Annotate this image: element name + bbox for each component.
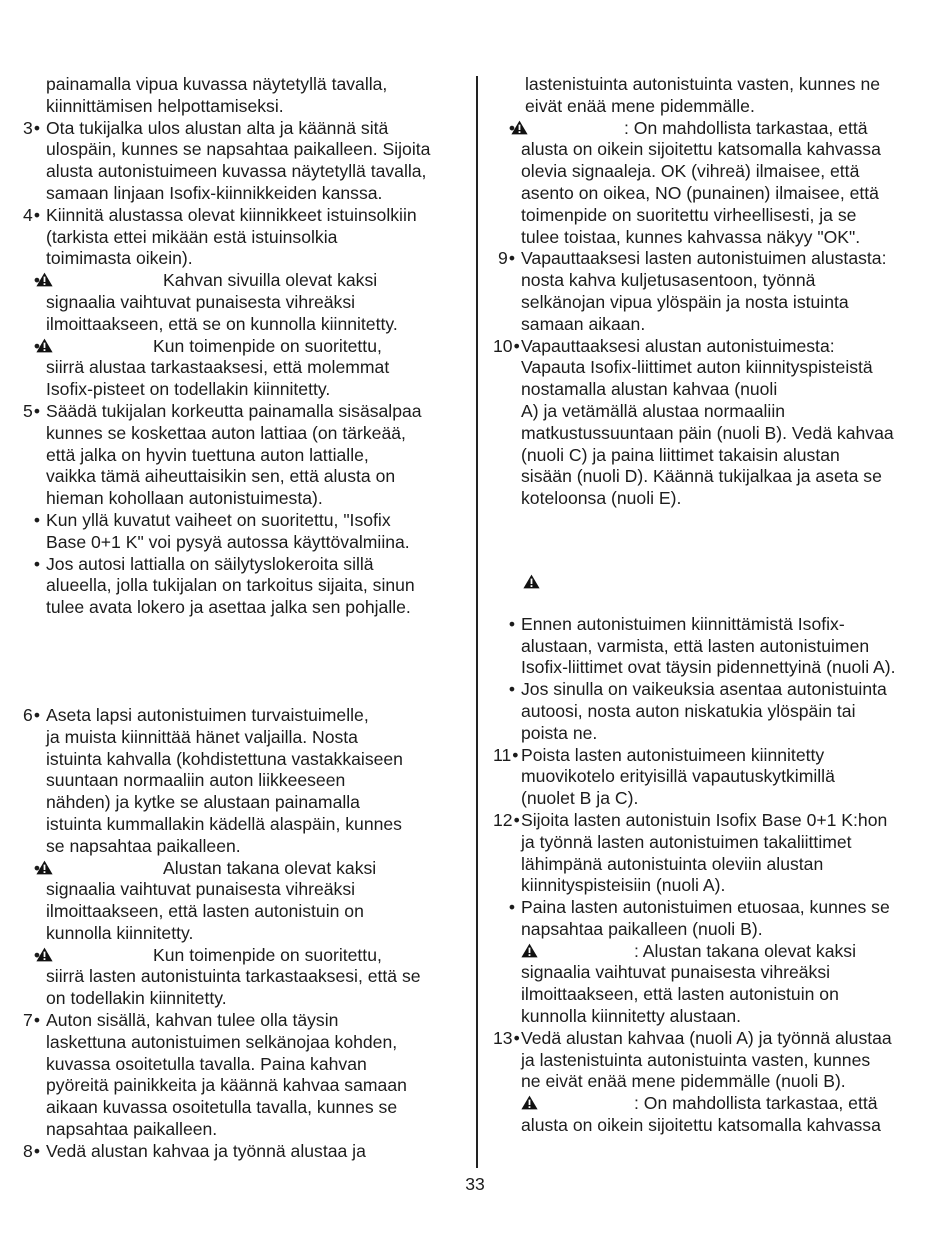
step-line: (nuoli C) ja paina liittimet takaisin alustan <box>521 444 840 465</box>
step-line: istuinta kummallakin kädellä alaspäin, kunnes <box>46 813 402 834</box>
step-line: A) ja vetämällä alustaa normaaliin <box>521 400 786 421</box>
warning-line: Isofix-pisteet on todellakin kiinnitetty. <box>46 379 331 400</box>
paragraph-line: eivät enää mene pidemmälle. <box>525 95 755 116</box>
bullet-line: Kun yllä kuvatut vaiheet on suoritettu, "Isofix <box>46 509 391 530</box>
step-line: napsahtaa paikalleen. <box>46 1119 218 1140</box>
step-number-value: 9 <box>498 248 508 269</box>
warning-text: : On mahdollista tarkastaa, että <box>634 1093 878 1114</box>
step-line: Vedä alustan kahvaa ja työnnä alustaa ja <box>46 1140 366 1161</box>
step-number <box>18 705 40 727</box>
step-number <box>493 1027 520 1050</box>
bullet-dot: • <box>508 248 515 269</box>
warning-first-line <box>46 945 458 967</box>
warning-text: : Alustan takana olevat kaksi <box>634 940 857 961</box>
step-line: samaan linjaan Isofix-kiinnikkeiden kanssa. <box>46 182 383 203</box>
bullet-dot: • <box>33 335 40 356</box>
step-10 <box>493 336 938 510</box>
step-8 <box>18 1141 458 1163</box>
paragraph-line: kiinnittämisen helpottamiseksi. <box>46 95 284 116</box>
step-11 <box>493 745 938 810</box>
step-line: hieman kohollaan autonistuimesta). <box>46 488 323 509</box>
bullet-dot: • <box>33 1010 40 1031</box>
warning-first-line <box>46 858 458 880</box>
step-line: sisään (nuoli D). Käännä tukijalkaa ja aseta se <box>521 466 882 487</box>
step-number <box>18 118 40 140</box>
step-line: alusta autonistuimeen kuvassa näytetyllä tavalla, <box>46 161 427 182</box>
warning-note <box>493 941 938 1028</box>
spacer <box>18 619 458 705</box>
warning-line: on todellakin kiinnitetty. <box>46 988 227 1009</box>
bullet-dot: • <box>508 117 515 138</box>
bullet-line: alueella, jolla tukijalan on tarkoitus sijaita, sinun <box>46 575 415 596</box>
step-number <box>18 205 40 227</box>
step-number-value: 6 <box>23 704 33 725</box>
warning-text: Kahvan sivuilla olevat kaksi <box>163 270 378 291</box>
bullet-item <box>18 554 458 619</box>
bullet-dot: • <box>513 1027 520 1048</box>
bullet-item <box>493 679 938 744</box>
step-number <box>493 809 520 832</box>
step-line: Kiinnitä alustassa olevat kiinnikkeet istuinsolkiin <box>46 204 417 225</box>
bullet-line: Paina lasten autonistuimen etuosaa, kunnes se <box>521 897 890 918</box>
step-number <box>18 1141 40 1163</box>
bullet-dot: • <box>513 335 520 356</box>
warning-line: siirrä alustaa tarkastaaksesi, että molemmat <box>46 357 390 378</box>
warning-note <box>18 270 458 335</box>
step-line: (nuolet B ja C). <box>521 788 639 809</box>
left-column <box>18 74 458 1163</box>
step-number-value: 13 <box>493 1027 513 1048</box>
column-divider <box>476 76 478 1168</box>
step-number-value: 7 <box>23 1010 33 1031</box>
right-column <box>493 74 938 1137</box>
warning-line: olevia signaaleja. OK (vihreä) ilmaisee, että <box>521 161 860 182</box>
bullet-dot: • <box>508 679 515 700</box>
step-line: nähden) ja kytke se alustaan painamalla <box>46 792 360 813</box>
bullet-dot: • <box>33 400 40 421</box>
warning-line: ilmoittaakseen, että se on kunnolla kiinnitetty. <box>46 313 398 334</box>
warning-text: : On mahdollista tarkastaa, että <box>624 117 868 138</box>
step-number-value: 8 <box>23 1140 33 1161</box>
step-number-value: 4 <box>23 204 33 225</box>
warning-text: Alustan takana olevat kaksi <box>163 857 377 878</box>
step-line: nosta kahva kuljetusasentoon, työnnä <box>521 270 816 291</box>
warning-line: ilmoittaakseen, että lasten autonistuin on <box>521 984 839 1005</box>
bullet-line: autoosi, nosta auton niskatukia ylöspäin tai <box>521 700 856 721</box>
step-line: ja työnnä lasten autonistuimen takaliittimet <box>521 831 852 852</box>
warning-line: signaalia vaihtuvat punaisesta vihreäksi <box>46 291 356 312</box>
step-7 <box>18 1010 458 1141</box>
bullet-line: tulee avata lokero ja asettaa jalka sen pohjalle. <box>46 597 411 618</box>
step-line: Sijoita lasten autonistuin Isofix Base 0+1 K:hon <box>521 809 888 830</box>
step-line: samaan aikaan. <box>521 313 646 334</box>
step-line: Ota tukijalka ulos alustan alta ja käännä sitä <box>46 117 389 138</box>
warning-first-line <box>521 118 938 140</box>
step-line: ja muista kiinnittää hänet valjailla. Nosta <box>46 726 358 747</box>
step-number <box>18 1010 40 1032</box>
bullet-line: Isofix-liittimet ovat täysin pidennettyinä (nuoli A). <box>521 657 896 678</box>
bullet-item <box>493 614 938 679</box>
warning-line: asento on oikea, NO (punainen) ilmaisee, että <box>521 182 879 203</box>
page-number: 33 <box>465 1174 485 1194</box>
step-number <box>493 744 519 767</box>
step-line: ja lastenistuinta autonistuinta vasten, kunnes <box>521 1049 871 1070</box>
warning-first-line <box>521 941 938 963</box>
step-line: se napsahtaa paikalleen. <box>46 835 241 856</box>
step-line: ulospäin, kunnes se napsahtaa paikalleen. Sijoita <box>46 139 431 160</box>
bullet-line: Ennen autonistuimen kiinnittämistä Isofix- <box>521 613 845 634</box>
step-line: että jalka on hyvin tuettuna auton lattialle, <box>46 444 369 465</box>
step-line: aikaan kuvassa osoitetulla tavalla, kunnes se <box>46 1097 398 1118</box>
warning-note <box>493 1093 938 1137</box>
spacer <box>493 594 938 614</box>
step-line: laskettuna autonistuimen selkänojaa kohden, <box>46 1031 398 1052</box>
bullet-line: poista ne. <box>521 722 598 743</box>
warning-triangle-icon <box>521 942 538 957</box>
step-number-value: 5 <box>23 400 33 421</box>
warning-note <box>18 336 458 401</box>
step-line: pyöreitä painikkeita ja käännä kahvaa samaan <box>46 1075 407 1096</box>
step-line: Vedä alustan kahvaa (nuoli A) ja työnnä alustaa <box>521 1027 892 1048</box>
step-line: Poista lasten autonistuimeen kiinnitetty <box>521 744 825 765</box>
bullet-dot: • <box>33 270 40 291</box>
warning-note <box>493 118 938 249</box>
warning-first-line <box>521 1093 938 1115</box>
step-number <box>493 248 515 270</box>
step-line: (tarkista ettei mikään estä istuinsolkia <box>46 226 338 247</box>
step-line: Vapauttaaksesi alustan autonistuimesta: <box>521 335 835 356</box>
step-number-value: 3 <box>23 117 33 138</box>
step-line: lähimpänä autonistuinta oleviin alustan <box>521 853 824 874</box>
warning-text: Kun toimenpide on suoritettu, <box>153 335 382 356</box>
warning-line: alusta on oikein sijoitettu katsomalla kahvassa <box>521 1115 881 1136</box>
step-line: Vapauttaaksesi lasten autonistuimen alustasta: <box>521 248 887 269</box>
step-number <box>18 401 40 423</box>
step-line: Vapauta Isofix-liittimet auton kiinnityspisteistä <box>521 357 873 378</box>
warning-line: kunnolla kiinnitetty. <box>46 922 194 943</box>
warning-line: toimenpide on suoritettu virheellisesti, ja se <box>521 204 857 225</box>
bullet-dot: • <box>33 509 40 530</box>
step-number <box>493 335 520 358</box>
bullet-dot: • <box>508 613 515 634</box>
step-12 <box>493 810 938 897</box>
warning-first-line <box>46 270 458 292</box>
warning-note <box>18 945 458 1010</box>
step-line: selkänojan vipua ylöspäin ja nosta istuinta <box>521 291 849 312</box>
bullet-dot: • <box>33 704 40 725</box>
bullet-line: Jos autosi lattialla on säilytyslokeroita sillä <box>46 553 374 574</box>
bullet-dot: • <box>33 553 40 574</box>
step-line: kiinnityspisteisiin (nuoli A). <box>521 875 726 896</box>
warning-line: signaalia vaihtuvat punaisesta vihreäksi <box>521 962 831 983</box>
bullet-dot: • <box>33 944 40 965</box>
step-line: kunnes se koskettaa auton lattiaa (on tärkeää, <box>46 422 406 443</box>
warning-heading <box>493 572 938 594</box>
paragraph-line: lastenistuinta autonistuinta vasten, kunnes ne <box>525 74 881 94</box>
bullet-dot: • <box>513 809 520 830</box>
step-line: vaikka tämä aiheuttaisikin sen, että alusta on <box>46 466 396 487</box>
step-line: Aseta lapsi autonistuimen turvaistuimelle, <box>46 704 369 725</box>
bullet-dot: • <box>33 1140 40 1161</box>
warning-note <box>18 858 458 945</box>
paragraph-line: painamalla vipua kuvassa näytetyllä tavalla, <box>46 74 388 94</box>
bullet-dot: • <box>508 897 515 918</box>
step-5 <box>18 401 458 510</box>
step-line: koteloonsa (nuoli E). <box>521 488 682 509</box>
step-4 <box>18 205 458 270</box>
step-line: kuvassa osoitetulla tavalla. Paina kahvan <box>46 1053 367 1074</box>
step-9 <box>493 248 938 335</box>
step-line: muovikotelo erityisillä vapautuskytkimillä <box>521 766 835 787</box>
warning-line: ilmoittaakseen, että lasten autonistuin on <box>46 901 364 922</box>
bullet-line: Base 0+1 K" voi pysyä autossa käyttövalmiina. <box>46 531 410 552</box>
warning-line: signaalia vaihtuvat punaisesta vihreäksi <box>46 879 356 900</box>
warning-line: tulee toistaa, kunnes kahvassa näkyy "OK". <box>521 226 861 247</box>
step-13 <box>493 1028 938 1093</box>
bullet-line: Jos sinulla on vaikeuksia asentaa autonistuinta <box>521 679 887 700</box>
bullet-line: alustaan, varmista, että lasten autonistuimen <box>521 635 870 656</box>
bullet-item <box>493 897 938 941</box>
warning-first-line <box>46 336 458 358</box>
step-line: ne eivät enää mene pidemmälle (nuoli B). <box>521 1071 846 1092</box>
step-number-value: 11 <box>493 744 512 765</box>
step-line: toimimasta oikein). <box>46 248 193 269</box>
warning-line: siirrä lasten autonistuinta tarkastaaksesi, että se <box>46 966 421 987</box>
warning-line: alusta on oikein sijoitettu katsomalla kahvassa <box>521 139 881 160</box>
step-number-value: 12 <box>493 809 513 830</box>
step-line: suuntaan normaaliin auton liikkeeseen <box>46 770 346 791</box>
step-line: istuinta kahvalla (kohdistettuna vastakkaiseen <box>46 748 403 769</box>
step-line: matkustussuuntaan päin (nuoli B). Vedä kahvaa <box>521 422 894 443</box>
warning-text: Kun toimenpide on suoritettu, <box>153 944 382 965</box>
bullet-dot: • <box>33 204 40 225</box>
bullet-dot: • <box>33 117 40 138</box>
bullet-dot: • <box>512 744 519 765</box>
step-6 <box>18 705 458 858</box>
bullet-line: napsahtaa paikalleen (nuoli B). <box>521 918 763 939</box>
warning-triangle-icon <box>521 1094 538 1109</box>
spacer <box>493 510 938 572</box>
step-3 <box>18 118 458 205</box>
step-line: Säädä tukijalan korkeutta painamalla sisäsalpaa <box>46 400 422 421</box>
warning-line: kunnolla kiinnitetty alustaan. <box>521 1006 742 1027</box>
bullet-item <box>18 510 458 554</box>
warning-triangle-icon <box>523 573 540 588</box>
step-number-value: 10 <box>493 335 513 356</box>
step-line: Auton sisällä, kahvan tulee olla täysin <box>46 1010 339 1031</box>
step-line: nostamalla alustan kahvaa (nuoli <box>521 379 778 400</box>
bullet-dot: • <box>33 857 40 878</box>
